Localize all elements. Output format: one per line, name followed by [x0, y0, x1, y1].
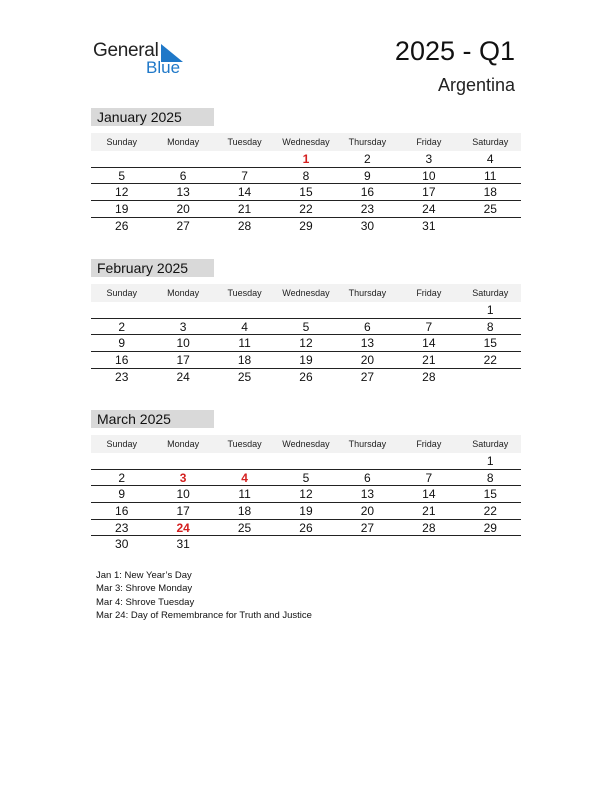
weekday-label: Saturday: [472, 137, 509, 147]
day-cell: 9: [118, 487, 126, 502]
month-title: March 2025: [91, 410, 214, 428]
day-cell: 21: [422, 353, 436, 368]
day-cell: 7: [241, 168, 248, 183]
day-cell: 28: [422, 520, 436, 535]
day-cell: [337, 302, 398, 318]
weekday-header-row: [91, 435, 521, 453]
day-cell: 29: [299, 218, 313, 233]
day-cell: 13: [176, 185, 190, 200]
weekday-label: Saturday: [472, 439, 509, 449]
day-cell: 14: [422, 487, 436, 502]
day-cell: 6: [364, 470, 371, 485]
day-cell: [398, 536, 459, 553]
day-cell: 29: [483, 520, 497, 535]
day-cell: 16: [360, 185, 375, 200]
weekday-label: Tuesday: [227, 288, 262, 298]
day-cell: [460, 218, 521, 235]
day-cell: [275, 302, 336, 318]
holiday-day-cell: 1: [302, 152, 310, 166]
day-cell: 4: [241, 319, 248, 334]
day-cell: 1: [486, 303, 494, 317]
holiday-day-cell: 24: [176, 520, 190, 535]
page-title: 2025 - Q1: [394, 36, 515, 66]
weekday-label: Thursday: [348, 137, 387, 147]
day-cell: 27: [176, 218, 190, 233]
weekday-label: Tuesday: [227, 137, 262, 147]
holiday-note: Mar 24: Day of Remembrance for Truth and Justice: [96, 610, 312, 622]
weekday-label: Sunday: [106, 439, 137, 449]
day-cell: 13: [360, 487, 375, 502]
weekday-label: Thursday: [348, 439, 387, 449]
week-row: [91, 536, 521, 553]
day-cell: 15: [483, 487, 497, 502]
day-cell: 16: [115, 504, 129, 519]
day-cell: 18: [483, 185, 497, 200]
week-row: [91, 453, 521, 470]
day-cell: 22: [299, 202, 313, 217]
day-cell: 28: [237, 218, 252, 233]
day-cell: [214, 302, 275, 318]
weekday-label: Sunday: [106, 288, 137, 298]
holiday-note: Mar 4: Shrove Tuesday: [96, 596, 195, 608]
day-cell: 24: [176, 369, 190, 384]
day-cell: 22: [483, 504, 497, 519]
weekday-label: Friday: [416, 137, 442, 147]
week-row: [91, 369, 521, 386]
day-cell: 5: [302, 470, 310, 485]
day-cell: 10: [176, 487, 190, 502]
day-cell: 7: [425, 470, 433, 485]
weekday-label: Tuesday: [227, 439, 262, 449]
day-cell: [214, 453, 275, 469]
day-cell: [460, 536, 521, 553]
weekday-label: Monday: [167, 439, 200, 449]
day-cell: 31: [176, 537, 190, 552]
weekday-label: Monday: [167, 137, 200, 147]
day-cell: 30: [115, 537, 129, 552]
day-cell: 28: [422, 369, 436, 384]
week-row: [91, 201, 521, 218]
week-row: [91, 168, 521, 185]
weekday-label: Wednesday: [282, 439, 330, 449]
day-cell: 11: [238, 487, 251, 502]
day-cell: [152, 151, 213, 167]
day-cell: 4: [486, 152, 494, 166]
holiday-day-cell: 4: [241, 470, 248, 485]
week-row: [91, 302, 521, 319]
day-cell: 17: [176, 353, 190, 368]
month-title: February 2025: [91, 259, 214, 277]
day-cell: 27: [360, 369, 375, 384]
day-cell: 22: [483, 353, 497, 368]
day-cell: [91, 453, 152, 469]
weekday-label: Thursday: [348, 288, 387, 298]
day-cell: [214, 151, 275, 167]
month-january: [91, 108, 521, 234]
weekday-label: Monday: [167, 288, 200, 298]
day-cell: 23: [115, 369, 129, 384]
day-cell: [337, 453, 398, 469]
day-cell: 7: [425, 319, 433, 334]
weekday-label: Friday: [416, 288, 442, 298]
weekday-label: Wednesday: [282, 288, 330, 298]
month-title: January 2025: [91, 108, 214, 126]
week-row: [91, 486, 521, 503]
weekday-header-row: [91, 284, 521, 302]
country-name: Argentina: [437, 75, 515, 95]
month-february: [91, 259, 521, 385]
day-cell: [214, 536, 275, 553]
day-cell: 27: [360, 520, 375, 535]
day-cell: 25: [237, 520, 252, 535]
day-cell: 14: [422, 336, 436, 351]
day-cell: 3: [425, 152, 433, 166]
day-cell: 8: [486, 470, 494, 485]
week-row: [91, 520, 521, 537]
week-row: [91, 503, 521, 520]
day-cell: 25: [483, 202, 497, 217]
day-cell: 3: [179, 319, 187, 334]
day-cell: 24: [422, 202, 436, 217]
day-cell: 12: [299, 336, 313, 351]
day-cell: 26: [115, 218, 129, 233]
day-cell: 18: [237, 504, 252, 519]
logo-blue-text: Blue: [146, 58, 181, 77]
day-cell: 30: [360, 218, 375, 233]
day-cell: 2: [118, 319, 126, 334]
day-cell: 26: [299, 369, 313, 384]
week-row: [91, 184, 521, 201]
day-cell: 9: [118, 336, 126, 351]
day-cell: 23: [360, 202, 375, 217]
day-cell: [91, 151, 152, 167]
week-row: [91, 352, 521, 369]
day-cell: 20: [176, 202, 190, 217]
day-cell: 15: [483, 336, 497, 351]
weekday-header-row: [91, 133, 521, 151]
day-cell: 20: [360, 353, 375, 368]
day-cell: [152, 453, 213, 469]
day-cell: [337, 536, 398, 553]
day-cell: 17: [422, 185, 436, 200]
holiday-day-cell: 3: [179, 470, 187, 485]
week-row: [91, 470, 521, 487]
day-cell: 20: [360, 504, 375, 519]
day-cell: [275, 453, 336, 469]
day-cell: 19: [299, 353, 313, 368]
day-cell: 21: [237, 202, 252, 217]
day-cell: 25: [237, 369, 252, 384]
day-cell: 19: [115, 202, 129, 217]
day-cell: 10: [422, 168, 436, 183]
day-cell: 2: [118, 470, 126, 485]
day-cell: 16: [115, 353, 129, 368]
day-cell: [152, 302, 213, 318]
week-row: [91, 319, 521, 336]
day-cell: 6: [179, 168, 187, 183]
day-cell: [275, 536, 336, 553]
day-cell: 5: [118, 168, 126, 183]
holiday-note: Mar 3: Shrove Monday: [96, 583, 193, 595]
day-cell: 1: [486, 454, 494, 468]
day-cell: 8: [302, 168, 310, 183]
weekday-label: Saturday: [472, 288, 509, 298]
generalblue-logo: [93, 40, 193, 80]
day-cell: 10: [176, 336, 190, 351]
day-cell: 26: [299, 520, 313, 535]
day-cell: 31: [422, 218, 436, 233]
day-cell: 9: [364, 168, 371, 183]
day-cell: 11: [484, 168, 497, 183]
day-cell: 6: [364, 319, 371, 334]
day-cell: 13: [360, 336, 375, 351]
day-cell: 12: [115, 185, 129, 200]
holiday-note: Jan 1: New Year’s Day: [96, 570, 192, 581]
day-cell: 17: [176, 504, 190, 519]
holiday-notes: [96, 569, 312, 623]
day-cell: 21: [422, 504, 436, 519]
day-cell: [91, 302, 152, 318]
day-cell: [460, 369, 521, 386]
day-cell: 5: [302, 319, 310, 334]
day-cell: [398, 302, 459, 318]
logo-general-text: General: [93, 40, 159, 61]
weekday-label: Friday: [416, 439, 442, 449]
day-cell: 15: [299, 185, 313, 200]
weekday-label: Wednesday: [282, 137, 330, 147]
day-cell: 11: [238, 336, 251, 351]
day-cell: 8: [486, 319, 494, 334]
day-cell: 12: [299, 487, 313, 502]
day-cell: 18: [237, 353, 252, 368]
day-cell: 14: [237, 185, 252, 200]
month-march: [91, 410, 521, 553]
week-row: [91, 151, 521, 168]
day-cell: 2: [364, 152, 371, 166]
weekday-label: Sunday: [106, 137, 137, 147]
day-cell: 19: [299, 504, 313, 519]
week-row: [91, 218, 521, 235]
day-cell: 23: [115, 520, 129, 535]
week-row: [91, 335, 521, 352]
day-cell: [398, 453, 459, 469]
